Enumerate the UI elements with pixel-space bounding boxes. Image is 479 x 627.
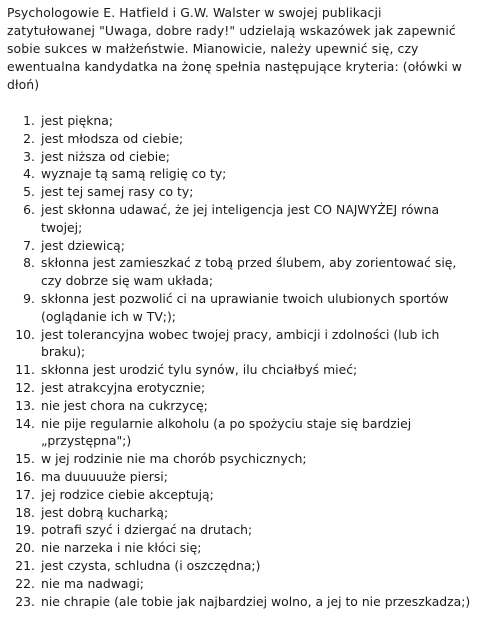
list-item-number: 12. xyxy=(15,379,35,395)
list-item-text: skłonna jest urodzić tylu synów, ilu chciałbyś mieć; xyxy=(41,362,358,378)
list-item-text: nie jest chora na cukrzycę; xyxy=(41,397,208,413)
list-item-number: 19. xyxy=(15,522,35,538)
list-item-number: 20. xyxy=(15,540,35,556)
list-item xyxy=(7,237,473,255)
list-item xyxy=(7,539,473,557)
list-item-text: jest tolerancyjna wobec twojej pracy, ambicji i zdolności (lub ich braku); xyxy=(41,326,440,360)
list-item xyxy=(7,165,473,183)
list-item-number: 15. xyxy=(15,451,35,467)
list-item-number: 2. xyxy=(23,130,35,146)
list-item-number: 5. xyxy=(23,184,35,200)
list-item xyxy=(7,575,473,593)
intro-paragraph: Psychologowie E. Hatfield i G.W. Walster w swojej publikacji zatytułowanej "Uwaga, dobre rady!" udzielają wskazówek jak zapewnić sobie sukces w małżeństwie. Mianowicie, należy upewnić się, czy ewentualna kandydatka na żonę spełnia następujące kryteria: (ołówki w dłoń) xyxy=(7,5,463,92)
list-item xyxy=(7,148,473,166)
list-item xyxy=(7,379,473,397)
list-item-number: 18. xyxy=(15,504,35,520)
list-item-number: 21. xyxy=(15,557,35,573)
list-item-text: nie pije regularnie alkoholu (a po spożyciu staje się bardziej „przystępna";) xyxy=(41,415,412,449)
list-item xyxy=(7,450,473,468)
list-item-text: jest atrakcyjna erotycznie; xyxy=(41,379,206,395)
list-item xyxy=(7,201,473,237)
list-item-text: ma duuuuuże piersi; xyxy=(41,468,168,484)
list-item-number: 16. xyxy=(15,468,35,484)
list-item-text: potrafi szyć i dziergać na drutach; xyxy=(41,522,253,538)
list-item-number: 9. xyxy=(23,290,35,306)
list-item xyxy=(7,468,473,486)
list-item-text: jest tej samej rasy co ty; xyxy=(41,184,194,200)
list-item xyxy=(7,326,473,362)
list-item-number: 4. xyxy=(23,166,35,182)
list-item-text: jej rodzice ciebie akceptują; xyxy=(41,486,214,502)
list-item-number: 3. xyxy=(23,148,35,164)
list-item-text: wyznaje tą samą religię co ty; xyxy=(41,166,227,182)
list-item-text: jest czysta, schludna (i oszczędna;) xyxy=(41,557,261,573)
list-item-number: 17. xyxy=(15,486,35,502)
list-item xyxy=(7,415,473,451)
criteria-list xyxy=(7,112,473,610)
list-item-number: 6. xyxy=(23,201,35,217)
list-item xyxy=(7,290,473,326)
list-item-number: 8. xyxy=(23,255,35,271)
list-item xyxy=(7,504,473,522)
list-item-text: nie ma nadwagi; xyxy=(41,575,144,591)
list-item xyxy=(7,397,473,415)
list-item-text: jest niższa od ciebie; xyxy=(41,148,170,164)
list-item-text: jest dziewicą; xyxy=(41,237,125,253)
list-item-text: jest młodsza od ciebie; xyxy=(41,130,184,146)
list-item xyxy=(7,112,473,130)
list-item-text: skłonna jest pozwolić ci na uprawianie twoich ulubionych sportów (oglądanie ich w TV;); xyxy=(41,290,449,324)
list-item xyxy=(7,486,473,504)
list-item-text: nie chrapie (ale tobie jak najbardziej wolno, a jej to nie przeszkadza;) xyxy=(41,593,471,609)
list-item xyxy=(7,254,473,290)
list-item xyxy=(7,183,473,201)
list-item-text: jest dobrą kucharką; xyxy=(41,504,169,520)
list-item xyxy=(7,593,473,611)
list-item-number: 1. xyxy=(23,113,35,128)
list-item-number: 7. xyxy=(23,237,35,253)
list-item xyxy=(7,130,473,148)
list-item-text: w jej rodzinie nie ma chorób psychicznych; xyxy=(41,451,307,467)
list-item xyxy=(7,557,473,575)
list-item-text: skłonna jest zamieszkać z tobą przed ślubem, aby zorientować się, czy dobrze się wam układa; xyxy=(41,255,457,289)
list-item-text: jest skłonna udawać, że jej inteligencja jest CO NAJWYŻEJ równa twojej; xyxy=(41,201,440,235)
list-item-text: nie narzeka i nie kłóci się; xyxy=(41,540,202,556)
list-item-number: 13. xyxy=(15,397,35,413)
list-item-number: 11. xyxy=(15,362,35,378)
list-item-text: jest piękna; xyxy=(41,113,114,128)
list-item-number: 22. xyxy=(15,575,35,591)
list-item-number: 10. xyxy=(15,326,35,342)
list-item xyxy=(7,361,473,379)
list-item-number: 23. xyxy=(15,593,35,609)
list-item-number: 14. xyxy=(15,415,35,431)
list-item xyxy=(7,521,473,539)
